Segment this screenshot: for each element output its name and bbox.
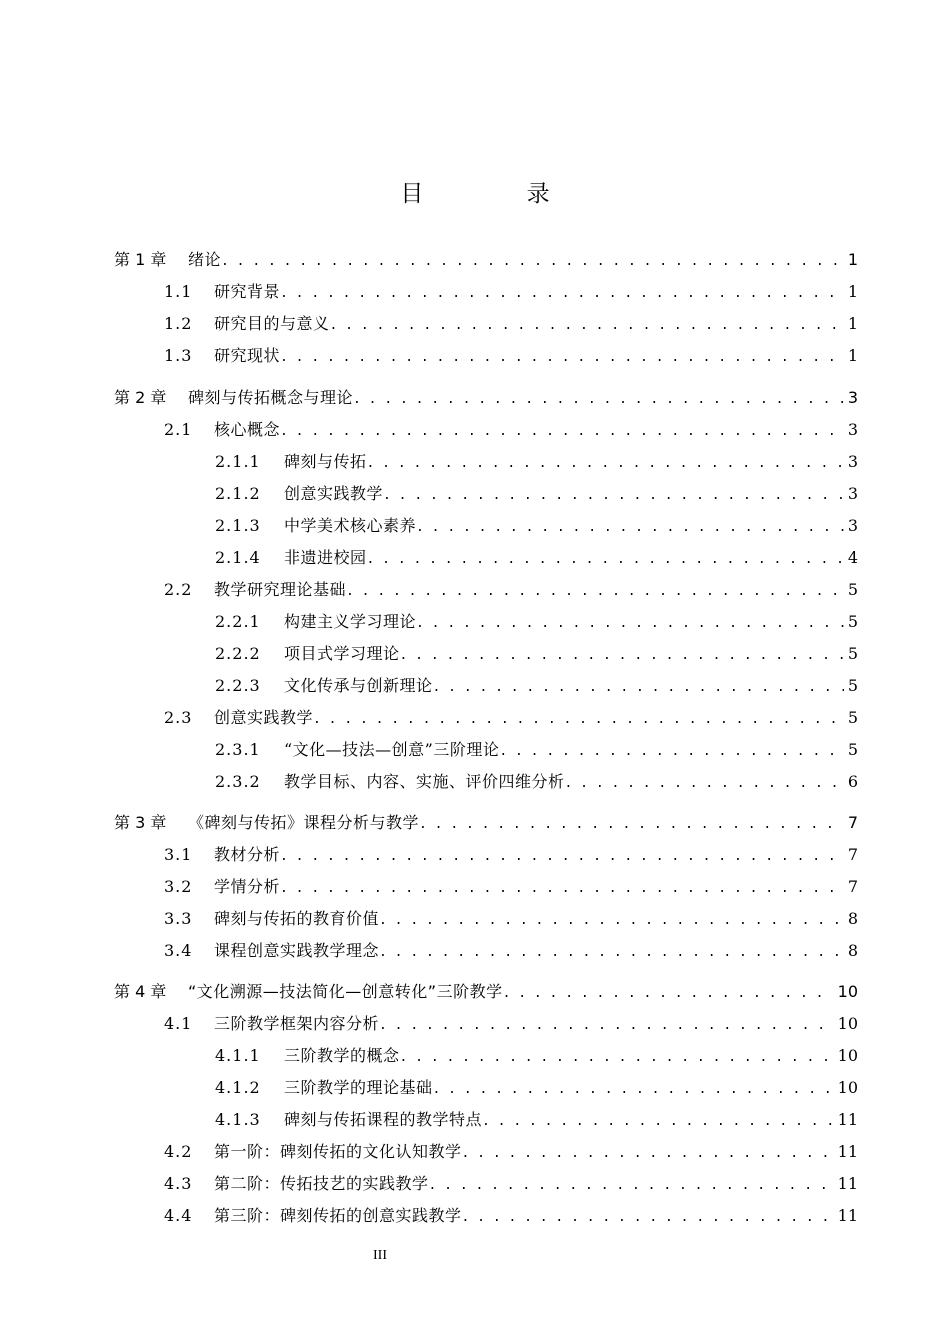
toc-number: 4.3 (164, 1174, 193, 1193)
toc-number: 3.3 (164, 909, 193, 928)
toc-page-number: 8 (847, 909, 858, 928)
dot-leader (416, 516, 844, 540)
toc-label: 课程创意实践教学理念 (214, 941, 380, 960)
toc-label: 教学目标、内容、实施、评价四维分析 (284, 772, 565, 791)
toc-page-number: 7 (847, 845, 858, 864)
dot-leader (416, 612, 844, 636)
dot-leader (346, 580, 844, 604)
toc-entry-chapter-3[interactable] (114, 811, 858, 835)
toc-number: 4.1.1 (215, 1046, 261, 1065)
toc-number: 2.1.2 (215, 484, 261, 503)
toc-label: 中学美术核心素养 (284, 516, 417, 535)
toc-number: 3.4 (164, 941, 193, 960)
toc-label: 碑刻与传拓课程的教学特点 (284, 1110, 483, 1129)
toc-label: 教学研究理论基础 (214, 580, 347, 599)
toc-entry-2-3-2[interactable] (215, 770, 858, 794)
dot-leader (383, 484, 844, 508)
toc-page-number: 5 (847, 708, 858, 727)
toc-label: 碑刻与传拓的教育价值 (214, 909, 380, 928)
dot-leader (400, 1046, 834, 1070)
dot-leader (433, 676, 844, 700)
toc-entry-3-2[interactable] (164, 875, 858, 899)
toc-number: 第 1 章 (114, 250, 167, 269)
toc-page-number: 11 (837, 1142, 858, 1161)
toc-page-number: 5 (847, 580, 858, 599)
dot-leader (367, 548, 844, 572)
dot-leader (280, 877, 844, 901)
toc-page-number: 10 (837, 982, 858, 1001)
toc-label: 创意实践教学 (214, 708, 314, 727)
toc-number: 2.2.3 (215, 676, 261, 695)
dot-leader (280, 420, 844, 444)
toc-page-number: 4 (847, 548, 858, 567)
toc-page-number: 10 (837, 1014, 858, 1033)
toc-number: 4.2 (164, 1142, 193, 1161)
toc-label: 文化传承与创新理论 (284, 676, 433, 695)
toc-label: 研究现状 (214, 346, 281, 365)
toc-entry-2-1-4[interactable] (215, 546, 858, 570)
toc-page-number: 11 (837, 1174, 858, 1193)
toc-label: 构建主义学习理论 (284, 612, 417, 631)
toc-label: 教材分析 (214, 845, 281, 864)
toc-label: 项目式学习理论 (284, 644, 400, 663)
toc-label: “文化溯源—技法简化—创意转化”三阶教学 (188, 982, 503, 1001)
toc-entry-4-1-3[interactable] (215, 1108, 858, 1132)
toc-entry-1-2[interactable] (164, 312, 858, 336)
toc-label: 第二阶：传拓技艺的实践教学 (214, 1174, 429, 1193)
toc-entry-3-3[interactable] (164, 907, 858, 931)
page-title: 目 录 (400, 181, 598, 207)
toc-page-number: 5 (847, 676, 858, 695)
toc-entry-4-4[interactable] (164, 1204, 858, 1228)
toc-page-number: 11 (837, 1110, 858, 1129)
page-number: III (373, 1248, 387, 1263)
dot-leader (379, 909, 844, 933)
toc-page-number: 8 (847, 941, 858, 960)
toc-entry-2-2-2[interactable] (215, 642, 858, 666)
dot-leader (429, 1174, 834, 1198)
toc-entry-chapter-2[interactable] (114, 386, 858, 410)
toc-page-number: 3 (847, 516, 858, 535)
toc-page-number: 1 (847, 346, 858, 365)
toc-page-number: 5 (847, 644, 858, 663)
toc-label: 第一阶：碑刻传拓的文化认知教学 (214, 1142, 462, 1161)
toc-number: 2.1 (164, 420, 193, 439)
dot-leader (503, 982, 834, 1006)
toc-page-number: 10 (837, 1078, 858, 1097)
toc-page-number: 1 (847, 250, 858, 269)
toc-entry-2-3-1[interactable] (215, 738, 858, 762)
dot-leader (280, 282, 844, 306)
dot-leader (330, 314, 844, 338)
toc-number: 2.2.1 (215, 612, 261, 631)
toc-entry-2-2-1[interactable] (215, 610, 858, 634)
toc-number: 2.3.1 (215, 740, 261, 759)
toc-label: 非遗进校园 (284, 548, 367, 567)
dot-leader (353, 388, 844, 412)
toc-entry-2-3[interactable] (164, 706, 858, 730)
toc-page-number: 3 (847, 388, 858, 407)
toc-label: 核心概念 (214, 420, 281, 439)
toc-number: 2.1.3 (215, 516, 261, 535)
dot-leader (419, 813, 844, 837)
dot-leader (313, 708, 844, 732)
toc-number: 4.1.2 (215, 1078, 261, 1097)
dot-leader (379, 941, 844, 965)
toc-label: “文化—技法—创意”三阶理论 (284, 740, 500, 759)
toc-label: 碑刻与传拓 (284, 452, 367, 471)
toc-page-number: 3 (847, 420, 858, 439)
toc-entry-2-2[interactable] (164, 578, 858, 602)
toc-number: 1.2 (164, 314, 193, 333)
toc-label: 第三阶：碑刻传拓的创意实践教学 (214, 1206, 462, 1225)
toc-page-number: 5 (847, 612, 858, 631)
dot-leader (482, 1110, 834, 1134)
toc-entry-4-3[interactable] (164, 1172, 858, 1196)
dot-leader (462, 1142, 834, 1166)
toc-entry-4-2[interactable] (164, 1140, 858, 1164)
toc-number: 4.1 (164, 1014, 193, 1033)
toc-number: 第 4 章 (114, 982, 167, 1001)
toc-label: 创意实践教学 (284, 484, 384, 503)
toc-number: 1.1 (164, 282, 193, 301)
toc-entry-4-1-2[interactable] (215, 1076, 858, 1100)
dot-leader (280, 346, 844, 370)
toc-label: 碑刻与传拓概念与理论 (188, 388, 354, 407)
toc-number: 2.3 (164, 708, 193, 727)
toc-entry-4-1[interactable] (164, 1012, 858, 1036)
toc-entry-2-1-1[interactable] (215, 450, 858, 474)
toc-page-number: 7 (847, 813, 858, 832)
toc-label: 《碑刻与传拓》课程分析与教学 (188, 813, 420, 832)
toc-number: 2.2.2 (215, 644, 261, 663)
toc-page-number: 7 (847, 877, 858, 896)
toc-label: 学情分析 (214, 877, 281, 896)
toc-number: 4.1.3 (215, 1110, 261, 1129)
toc-entry-4-1-1[interactable] (215, 1044, 858, 1068)
toc-label: 三阶教学框架内容分析 (214, 1014, 380, 1033)
dot-leader (221, 250, 844, 274)
toc-label: 三阶教学的概念 (284, 1046, 400, 1065)
toc-number: 第 2 章 (114, 388, 167, 407)
toc-entry-3-4[interactable] (164, 939, 858, 963)
toc-entry-2-1-2[interactable] (215, 482, 858, 506)
toc-number: 1.3 (164, 346, 193, 365)
dot-leader (565, 772, 844, 796)
toc-entry-1-3[interactable] (164, 344, 858, 368)
dot-leader (400, 644, 844, 668)
toc-number: 4.4 (164, 1206, 193, 1225)
toc-entry-1-1[interactable] (164, 280, 858, 304)
dot-leader (433, 1078, 834, 1102)
dot-leader (499, 740, 843, 764)
dot-leader (280, 845, 844, 869)
toc-label: 研究目的与意义 (214, 314, 330, 333)
toc-entry-3-1[interactable] (164, 843, 858, 867)
toc-page-number: 11 (837, 1206, 858, 1225)
toc-label: 三阶教学的理论基础 (284, 1078, 433, 1097)
toc-number: 2.1.1 (215, 452, 261, 471)
toc-entry-2-1-3[interactable] (215, 514, 858, 538)
dot-leader (379, 1014, 834, 1038)
toc-page-number: 3 (847, 484, 858, 503)
toc-entry-chapter-1[interactable] (114, 248, 858, 272)
dot-leader (462, 1206, 834, 1230)
toc-number: 3.2 (164, 877, 193, 896)
dot-leader (367, 452, 844, 476)
toc-number: 3.1 (164, 845, 193, 864)
toc-number: 2.2 (164, 580, 193, 599)
toc-entry-2-1[interactable] (164, 418, 858, 442)
toc-label: 绪论 (188, 250, 222, 269)
toc-page-number: 6 (847, 772, 858, 791)
toc-page-number: 1 (847, 282, 858, 301)
toc-page-number: 5 (847, 740, 858, 759)
toc-entry-2-2-3[interactable] (215, 674, 858, 698)
toc-number: 2.3.2 (215, 772, 261, 791)
toc-number: 第 3 章 (114, 813, 167, 832)
toc-page-number: 3 (847, 452, 858, 471)
toc-number: 2.1.4 (215, 548, 261, 567)
toc-page-number: 1 (847, 314, 858, 333)
toc-page-number: 10 (837, 1046, 858, 1065)
toc-label: 研究背景 (214, 282, 281, 301)
toc-entry-chapter-4[interactable] (114, 980, 858, 1004)
